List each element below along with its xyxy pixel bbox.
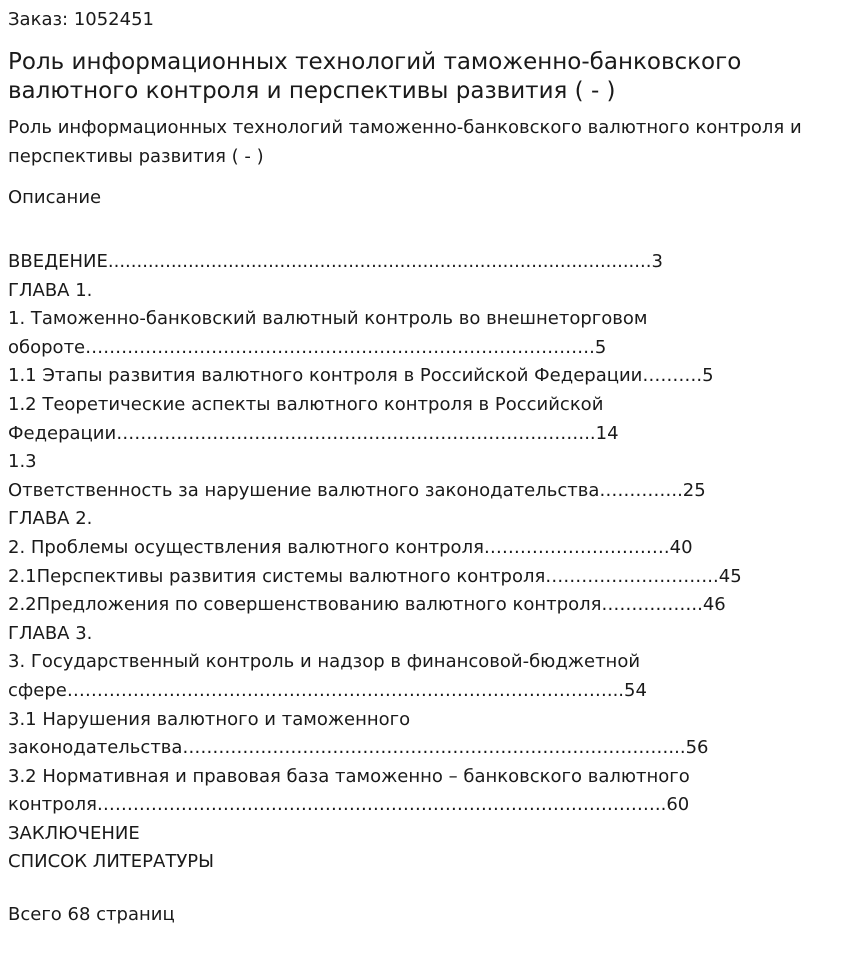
toc-line: Ответственность за нарушение валютного законодательства…………..25 <box>8 479 706 501</box>
document-title: Роль информационных технологий таможенно-банковского валютного контроля и перспективы развития ( - ) <box>8 49 742 104</box>
toc-line: 3.2 Нормативная и правовая база таможенно – банковского валютного <box>8 765 690 787</box>
toc-line: ГЛАВА 1. <box>8 279 93 301</box>
toc-line: ЗАКЛЮЧЕНИЕ <box>8 822 140 844</box>
toc-line: 1.3 <box>8 451 37 473</box>
document-subtitle: Роль информационных технологий таможенно-банковского валютного контроля и перспективы развития ( - ) <box>8 117 802 167</box>
toc-line: контроля…………………………………………………………………………………..60 <box>8 794 690 816</box>
toc-line: 3.1 Нарушения валютного и таможенного <box>8 708 411 730</box>
toc-line: 1.2 Теоретические аспекты валютного контроля в Российской <box>8 393 604 415</box>
toc-line: 2.1Перспективы развития системы валютного контроля………………………..45 <box>8 565 742 587</box>
toc-line: Федерации……………………………………………………………………..14 <box>8 422 619 444</box>
toc-line: СПИСОК ЛИТЕРАТУРЫ <box>8 851 215 873</box>
toc-line: ВВЕДЕНИЕ...............................................................................................3 <box>8 251 663 272</box>
toc-line: 1.1 Этапы развития валютного контроля в Российской Федерации……….5 <box>8 365 714 387</box>
toc-line: обороте………………………………………………………………………….5 <box>8 336 607 358</box>
toc-line: 3. Государственный контроль и надзор в финансовой-бюджетной <box>8 651 641 673</box>
order-number: Заказ: 1052451 <box>8 9 154 30</box>
toc-line: ГЛАВА 3. <box>8 622 93 644</box>
toc-line: законодательства………………………………………………………………………...56 <box>8 737 709 759</box>
toc-line: сфере………………………………………………………………………………...54 <box>8 679 647 701</box>
toc-line: 2.2Предложения по совершенствованию валютного контроля……………..46 <box>8 594 726 616</box>
toc-line: 2. Проблемы осуществления валютного контроля………………………….40 <box>8 536 693 558</box>
total-pages: Всего 68 страниц <box>8 904 175 925</box>
toc-line: 1. Таможенно-банковский валютный контроль во внешнеторговом <box>8 308 648 330</box>
description-heading: Описание <box>8 187 102 208</box>
table-of-contents <box>8 248 839 877</box>
toc-line: ГЛАВА 2. <box>8 508 93 530</box>
